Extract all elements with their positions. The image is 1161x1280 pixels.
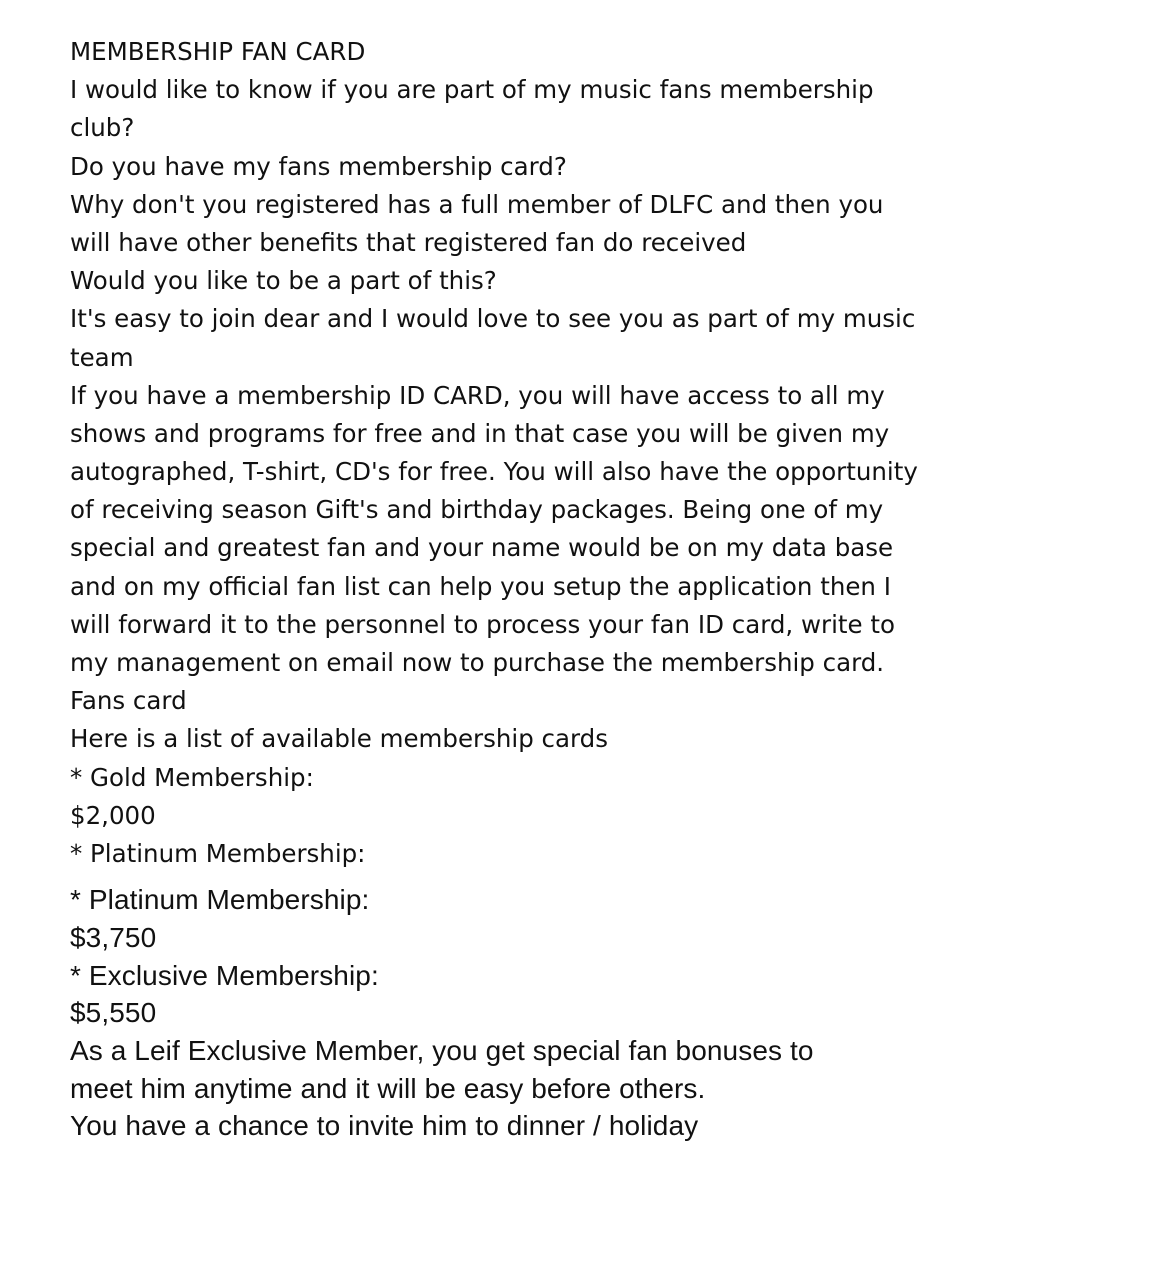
price-line: $3,750 xyxy=(70,921,157,953)
text-line: Do you have my fans membership card? xyxy=(70,151,567,181)
text-line: club? xyxy=(70,113,135,143)
text-line: special and greatest fan and your name would be on my data base xyxy=(70,533,894,563)
text-line: of receiving season Gift's and birthday packages. Being one of my xyxy=(70,495,884,525)
text-line: Fans card xyxy=(70,686,187,716)
text-line: It's easy to join dear and I would love to see you as part of my music xyxy=(70,304,916,334)
text-line: autographed, T-shirt, CD's for free. You will also have the opportunity xyxy=(70,457,918,487)
text-line: * Exclusive Membership: xyxy=(70,959,379,991)
text-line: and on my official fan list can help you setup the application then I xyxy=(70,571,891,601)
text-line: shows and programs for free and in that case you will be given my xyxy=(70,418,890,448)
text-line: I would like to know if you are part of my music fans membership xyxy=(70,75,874,105)
text-line: Why don't you registered has a full member of DLFC and then you xyxy=(70,189,884,219)
text-line: my management on email now to purchase the membership card. xyxy=(70,648,885,677)
text-line: Here is a list of available membership cards xyxy=(70,724,608,754)
price-line: $2,000 xyxy=(70,800,156,830)
spacer xyxy=(70,873,1130,881)
text-line: meet him anytime and it will be easy before others. xyxy=(70,1072,706,1104)
text-line: If you have a membership ID CARD, you will have access to all my xyxy=(70,380,885,410)
text-line: team xyxy=(70,342,134,372)
text-line: Would you like to be a part of this? xyxy=(70,266,497,296)
document-title: MEMBERSHIP FAN CARD xyxy=(70,37,366,66)
text-line: You have a chance to invite him to dinner / holiday xyxy=(70,1110,699,1142)
text-line: will forward it to the personnel to process your fan ID card, write to xyxy=(70,609,895,639)
text-line: will have other benefits that registered fan do received xyxy=(70,227,747,257)
text-line: As a Leif Exclusive Member, you get special fan bonuses to xyxy=(70,1034,814,1066)
text-line: * Platinum Membership: xyxy=(70,838,366,868)
price-line: $5,550 xyxy=(70,997,157,1029)
document-body xyxy=(70,33,1130,1145)
text-line: * Gold Membership: xyxy=(70,762,314,792)
text-line: * Platinum Membership: xyxy=(70,884,370,916)
